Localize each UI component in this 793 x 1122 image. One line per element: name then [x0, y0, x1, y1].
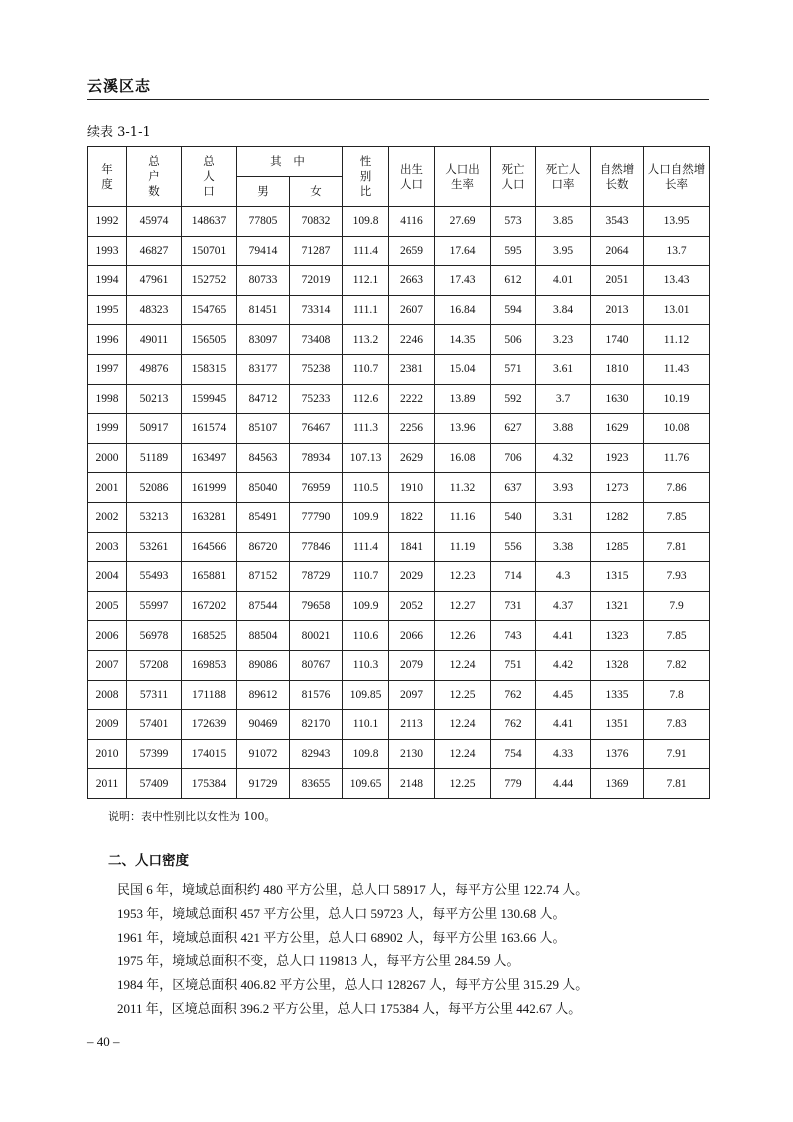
- table-cell: 72019: [290, 266, 343, 296]
- table-cell: 77790: [290, 502, 343, 532]
- table-cell: 175384: [182, 769, 237, 799]
- table-cell: 110.6: [343, 621, 389, 651]
- table-cell: 2222: [389, 384, 435, 414]
- table-cell: 11.19: [435, 532, 491, 562]
- table-cell: 84712: [237, 384, 290, 414]
- table-row: [88, 739, 710, 769]
- table-cell: 27.69: [435, 207, 491, 237]
- table-cell: 11.43: [644, 354, 710, 384]
- table-cell: 627: [491, 414, 536, 444]
- table-cell: 751: [491, 650, 536, 680]
- table-cell: 83655: [290, 769, 343, 799]
- table-cell: 109.8: [343, 207, 389, 237]
- header-of-which: 其 中: [237, 147, 343, 177]
- table-cell: 1810: [591, 354, 644, 384]
- table-cell: 13.7: [644, 236, 710, 266]
- table-cell: 637: [491, 473, 536, 503]
- table-cell: 51189: [127, 443, 182, 473]
- table-cell: 110.1: [343, 710, 389, 740]
- table-cell: 1910: [389, 473, 435, 503]
- table-cell: 45974: [127, 207, 182, 237]
- table-cell: 3.23: [536, 325, 591, 355]
- table-cell: 13.01: [644, 295, 710, 325]
- table-cell: 4.33: [536, 739, 591, 769]
- table-cell: 3.93: [536, 473, 591, 503]
- table-cell: 10.08: [644, 414, 710, 444]
- table-cell: 2607: [389, 295, 435, 325]
- table-cell: 1282: [591, 502, 644, 532]
- table-cell: 83097: [237, 325, 290, 355]
- table-cell: 2003: [88, 532, 127, 562]
- table-cell: 13.89: [435, 384, 491, 414]
- table-cell: 2007: [88, 650, 127, 680]
- table-cell: 3.88: [536, 414, 591, 444]
- table-body: [88, 207, 710, 799]
- table-cell: 78934: [290, 443, 343, 473]
- table-cell: 11.16: [435, 502, 491, 532]
- paragraph-line: 民国 6 年，境域总面积约 480 平方公里，总人口 58917 人，每平方公里 122.74 人。: [117, 882, 589, 897]
- table-cell: 7.83: [644, 710, 710, 740]
- paragraph-line: 1984 年，区境总面积 406.82 平方公里，总人口 128267 人，每平方公里 315.29 人。: [117, 977, 589, 993]
- table-cell: 592: [491, 384, 536, 414]
- table-cell: 91729: [237, 769, 290, 799]
- table-cell: 2130: [389, 739, 435, 769]
- table-row: [88, 680, 710, 710]
- table-cell: 80767: [290, 650, 343, 680]
- table-cell: 73408: [290, 325, 343, 355]
- table-cell: 10.19: [644, 384, 710, 414]
- table-cell: 82943: [290, 739, 343, 769]
- table-cell: 3.7: [536, 384, 591, 414]
- table-cell: 2008: [88, 680, 127, 710]
- table-note: 说明：表中性别比以女性为 100。: [108, 810, 276, 823]
- table-row: [88, 266, 710, 296]
- table-cell: 2629: [389, 443, 435, 473]
- table-cell: 78729: [290, 562, 343, 592]
- table-cell: 85040: [237, 473, 290, 503]
- header-birth-rate: 人口出生率: [435, 147, 491, 207]
- table-cell: 80733: [237, 266, 290, 296]
- table-cell: 743: [491, 621, 536, 651]
- table-cell: 4.45: [536, 680, 591, 710]
- header-deaths: 死亡人口: [491, 147, 536, 207]
- table-cell: 79414: [237, 236, 290, 266]
- table-cell: 112.1: [343, 266, 389, 296]
- table-cell: 152752: [182, 266, 237, 296]
- table-cell: 571: [491, 354, 536, 384]
- table-cell: 2659: [389, 236, 435, 266]
- table-cell: 85491: [237, 502, 290, 532]
- paragraph-line: 1975 年，境域总面积不变，总人口 119813 人，每平方公里 284.59 人。: [117, 953, 520, 969]
- table-row: [88, 414, 710, 444]
- paragraph-line: 1961 年，境域总面积 421 平方公里，总人口 68902 人，每平方公里 163.66 人。: [117, 929, 566, 945]
- table-cell: 1369: [591, 769, 644, 799]
- table-cell: 2002: [88, 502, 127, 532]
- table-cell: 1923: [591, 443, 644, 473]
- table-cell: 77846: [290, 532, 343, 562]
- table-cell: 731: [491, 591, 536, 621]
- table-row: [88, 473, 710, 503]
- table-cell: 167202: [182, 591, 237, 621]
- table-cell: 55493: [127, 562, 182, 592]
- table-cell: 2013: [591, 295, 644, 325]
- header-natural-growth: 自然增长数: [591, 147, 644, 207]
- table-row: [88, 621, 710, 651]
- table-cell: 16.84: [435, 295, 491, 325]
- table-cell: 12.24: [435, 650, 491, 680]
- table-cell: 779: [491, 769, 536, 799]
- table-cell: 70832: [290, 207, 343, 237]
- header-growth-rate: 人口自然增长率: [644, 147, 710, 207]
- table-cell: 84563: [237, 443, 290, 473]
- table-cell: 169853: [182, 650, 237, 680]
- table-cell: 76467: [290, 414, 343, 444]
- table-cell: 7.86: [644, 473, 710, 503]
- table-cell: 76959: [290, 473, 343, 503]
- table-cell: 91072: [237, 739, 290, 769]
- table-cell: 2029: [389, 562, 435, 592]
- table-cell: 7.9: [644, 591, 710, 621]
- table-row: [88, 354, 710, 384]
- table-cell: 150701: [182, 236, 237, 266]
- table-cell: 111.3: [343, 414, 389, 444]
- book-title: 云溪区志: [87, 77, 152, 95]
- table-cell: 12.24: [435, 710, 491, 740]
- table-cell: 1999: [88, 414, 127, 444]
- table-cell: 53213: [127, 502, 182, 532]
- table-cell: 2064: [591, 236, 644, 266]
- paragraph-line: 2011 年，区境总面积 396.2 平方公里，总人口 175384 人，每平方公里 442.67 人。: [117, 1000, 582, 1016]
- table-cell: 595: [491, 236, 536, 266]
- table-cell: 2052: [389, 591, 435, 621]
- table-cell: 2005: [88, 591, 127, 621]
- table-cell: 48323: [127, 295, 182, 325]
- table-cell: 168525: [182, 621, 237, 651]
- header-households: 总户数: [127, 147, 182, 207]
- table-cell: 90469: [237, 710, 290, 740]
- table-cell: 71287: [290, 236, 343, 266]
- table-cell: 172639: [182, 710, 237, 740]
- table-cell: 4.01: [536, 266, 591, 296]
- table-cell: 1822: [389, 502, 435, 532]
- table-cell: 163281: [182, 502, 237, 532]
- table-cell: 1998: [88, 384, 127, 414]
- table-cell: 109.8: [343, 739, 389, 769]
- table-row: [88, 562, 710, 592]
- header-births: 出生人口: [389, 147, 435, 207]
- header-death-rate: 死亡人口率: [536, 147, 591, 207]
- table-cell: 164566: [182, 532, 237, 562]
- header-female: 女: [290, 177, 343, 207]
- table-cell: 158315: [182, 354, 237, 384]
- paragraph-line: 1953 年，境域总面积 457 平方公里，总人口 59723 人，每平方公里 130.68 人。: [117, 905, 566, 921]
- table-row: [88, 591, 710, 621]
- table-cell: 2148: [389, 769, 435, 799]
- table-row: [88, 532, 710, 562]
- table-cell: 4.42: [536, 650, 591, 680]
- table-cell: 111.4: [343, 236, 389, 266]
- running-header: [87, 72, 709, 100]
- table-cell: 17.43: [435, 266, 491, 296]
- table-row: [88, 710, 710, 740]
- table-cell: 2011: [88, 769, 127, 799]
- table-cell: 1315: [591, 562, 644, 592]
- table-cell: 1995: [88, 295, 127, 325]
- table-cell: 174015: [182, 739, 237, 769]
- table-cell: 89612: [237, 680, 290, 710]
- table-cell: 75233: [290, 384, 343, 414]
- table-cell: 56978: [127, 621, 182, 651]
- table-cell: 1285: [591, 532, 644, 562]
- table-cell: 50213: [127, 384, 182, 414]
- table-cell: 50917: [127, 414, 182, 444]
- table-cell: 12.27: [435, 591, 491, 621]
- table-cell: 7.81: [644, 769, 710, 799]
- table-cell: 75238: [290, 354, 343, 384]
- table-cell: 3.31: [536, 502, 591, 532]
- table-cell: 2256: [389, 414, 435, 444]
- table-cell: 53261: [127, 532, 182, 562]
- table-cell: 73314: [290, 295, 343, 325]
- table-cell: 83177: [237, 354, 290, 384]
- table-cell: 79658: [290, 591, 343, 621]
- table-cell: 1841: [389, 532, 435, 562]
- table-cell: 762: [491, 680, 536, 710]
- table-cell: 57399: [127, 739, 182, 769]
- table-cell: 1273: [591, 473, 644, 503]
- table-cell: 156505: [182, 325, 237, 355]
- table-cell: 12.25: [435, 680, 491, 710]
- table-cell: 1993: [88, 236, 127, 266]
- table-cell: 165881: [182, 562, 237, 592]
- table-cell: 3.61: [536, 354, 591, 384]
- table-cell: 12.26: [435, 621, 491, 651]
- table-cell: 47961: [127, 266, 182, 296]
- table-cell: 1323: [591, 621, 644, 651]
- table-cell: 7.85: [644, 621, 710, 651]
- table-caption: 续表 3-1-1: [87, 125, 151, 140]
- table-cell: 762: [491, 710, 536, 740]
- table-cell: 88504: [237, 621, 290, 651]
- table-cell: 112.6: [343, 384, 389, 414]
- table-cell: 57409: [127, 769, 182, 799]
- table-cell: 86720: [237, 532, 290, 562]
- table-cell: 77805: [237, 207, 290, 237]
- table-cell: 1335: [591, 680, 644, 710]
- table-row: [88, 502, 710, 532]
- table-cell: 57311: [127, 680, 182, 710]
- table-cell: 12.23: [435, 562, 491, 592]
- density-paragraphs: [117, 878, 588, 1021]
- table-row: [88, 325, 710, 355]
- table-cell: 12.24: [435, 739, 491, 769]
- section-heading: 二、人口密度: [108, 853, 189, 869]
- table-cell: 540: [491, 502, 536, 532]
- table-cell: 15.04: [435, 354, 491, 384]
- table-cell: 2097: [389, 680, 435, 710]
- table-cell: 1992: [88, 207, 127, 237]
- table-row: [88, 295, 710, 325]
- table-cell: 2246: [389, 325, 435, 355]
- table-cell: 13.96: [435, 414, 491, 444]
- table-cell: 46827: [127, 236, 182, 266]
- table-cell: 109.9: [343, 591, 389, 621]
- table-cell: 52086: [127, 473, 182, 503]
- table-cell: 2113: [389, 710, 435, 740]
- header-male: 男: [237, 177, 290, 207]
- table-cell: 12.25: [435, 769, 491, 799]
- table-cell: 55997: [127, 591, 182, 621]
- table-cell: 7.81: [644, 532, 710, 562]
- table-cell: 3.85: [536, 207, 591, 237]
- table-cell: 7.91: [644, 739, 710, 769]
- table-cell: 4116: [389, 207, 435, 237]
- table-cell: 109.65: [343, 769, 389, 799]
- table-cell: 2001: [88, 473, 127, 503]
- table-cell: 110.7: [343, 354, 389, 384]
- table-cell: 154765: [182, 295, 237, 325]
- header-sex-ratio: 性别比: [343, 147, 389, 207]
- table-cell: 4.44: [536, 769, 591, 799]
- table-cell: 13.43: [644, 266, 710, 296]
- table-cell: 82170: [290, 710, 343, 740]
- table-cell: 57401: [127, 710, 182, 740]
- table-row: [88, 236, 710, 266]
- table-cell: 706: [491, 443, 536, 473]
- table-cell: 113.2: [343, 325, 389, 355]
- table-cell: 87152: [237, 562, 290, 592]
- table-cell: 148637: [182, 207, 237, 237]
- table-cell: 163497: [182, 443, 237, 473]
- table-cell: 7.93: [644, 562, 710, 592]
- table-cell: 2051: [591, 266, 644, 296]
- table-cell: 81451: [237, 295, 290, 325]
- table-cell: 2006: [88, 621, 127, 651]
- table-cell: 2381: [389, 354, 435, 384]
- table-cell: 87544: [237, 591, 290, 621]
- table-cell: 7.85: [644, 502, 710, 532]
- table-cell: 1996: [88, 325, 127, 355]
- table-cell: 4.41: [536, 621, 591, 651]
- table-cell: 17.64: [435, 236, 491, 266]
- header-rule: [87, 99, 709, 100]
- table-cell: 1328: [591, 650, 644, 680]
- table-row: [88, 650, 710, 680]
- table-cell: 2066: [389, 621, 435, 651]
- table-cell: 107.13: [343, 443, 389, 473]
- table-cell: 109.9: [343, 502, 389, 532]
- table-cell: 1994: [88, 266, 127, 296]
- table-cell: 110.3: [343, 650, 389, 680]
- table-row: [88, 384, 710, 414]
- table-cell: 754: [491, 739, 536, 769]
- population-table: [87, 146, 710, 799]
- table-cell: 1630: [591, 384, 644, 414]
- table-cell: 1351: [591, 710, 644, 740]
- table-cell: 2004: [88, 562, 127, 592]
- table-cell: 4.41: [536, 710, 591, 740]
- table-cell: 3.38: [536, 532, 591, 562]
- table-cell: 612: [491, 266, 536, 296]
- table-cell: 14.35: [435, 325, 491, 355]
- table-cell: 3543: [591, 207, 644, 237]
- table-cell: 13.95: [644, 207, 710, 237]
- table-cell: 573: [491, 207, 536, 237]
- table-cell: 4.3: [536, 562, 591, 592]
- table-cell: 111.1: [343, 295, 389, 325]
- table-cell: 49011: [127, 325, 182, 355]
- table-cell: 7.82: [644, 650, 710, 680]
- table-cell: 7.8: [644, 680, 710, 710]
- table-cell: 1321: [591, 591, 644, 621]
- table-cell: 1629: [591, 414, 644, 444]
- table-cell: 594: [491, 295, 536, 325]
- table-cell: 159945: [182, 384, 237, 414]
- table-cell: 714: [491, 562, 536, 592]
- table-row: [88, 769, 710, 799]
- table-cell: 171188: [182, 680, 237, 710]
- table-cell: 556: [491, 532, 536, 562]
- table-cell: 3.95: [536, 236, 591, 266]
- table-cell: 2009: [88, 710, 127, 740]
- table-cell: 4.32: [536, 443, 591, 473]
- table-cell: 506: [491, 325, 536, 355]
- table-cell: 85107: [237, 414, 290, 444]
- table-cell: 111.4: [343, 532, 389, 562]
- table-cell: 89086: [237, 650, 290, 680]
- table-cell: 161999: [182, 473, 237, 503]
- table-cell: 11.12: [644, 325, 710, 355]
- table-cell: 109.85: [343, 680, 389, 710]
- table-cell: 49876: [127, 354, 182, 384]
- table-cell: 2010: [88, 739, 127, 769]
- table-cell: 2000: [88, 443, 127, 473]
- table-cell: 2663: [389, 266, 435, 296]
- table-row: [88, 443, 710, 473]
- table-cell: 1376: [591, 739, 644, 769]
- page-number: – 40 –: [87, 1034, 120, 1049]
- table-cell: 3.84: [536, 295, 591, 325]
- header-year: 年度: [88, 147, 127, 207]
- table-cell: 161574: [182, 414, 237, 444]
- table-cell: 1740: [591, 325, 644, 355]
- table-cell: 16.08: [435, 443, 491, 473]
- header-population: 总人口: [182, 147, 237, 207]
- table-cell: 1997: [88, 354, 127, 384]
- table-cell: 110.5: [343, 473, 389, 503]
- table-cell: 81576: [290, 680, 343, 710]
- table-row: [88, 207, 710, 237]
- table-cell: 11.76: [644, 443, 710, 473]
- table-cell: 57208: [127, 650, 182, 680]
- table-cell: 11.32: [435, 473, 491, 503]
- table-cell: 2079: [389, 650, 435, 680]
- table-cell: 4.37: [536, 591, 591, 621]
- table-cell: 80021: [290, 621, 343, 651]
- table-cell: 110.7: [343, 562, 389, 592]
